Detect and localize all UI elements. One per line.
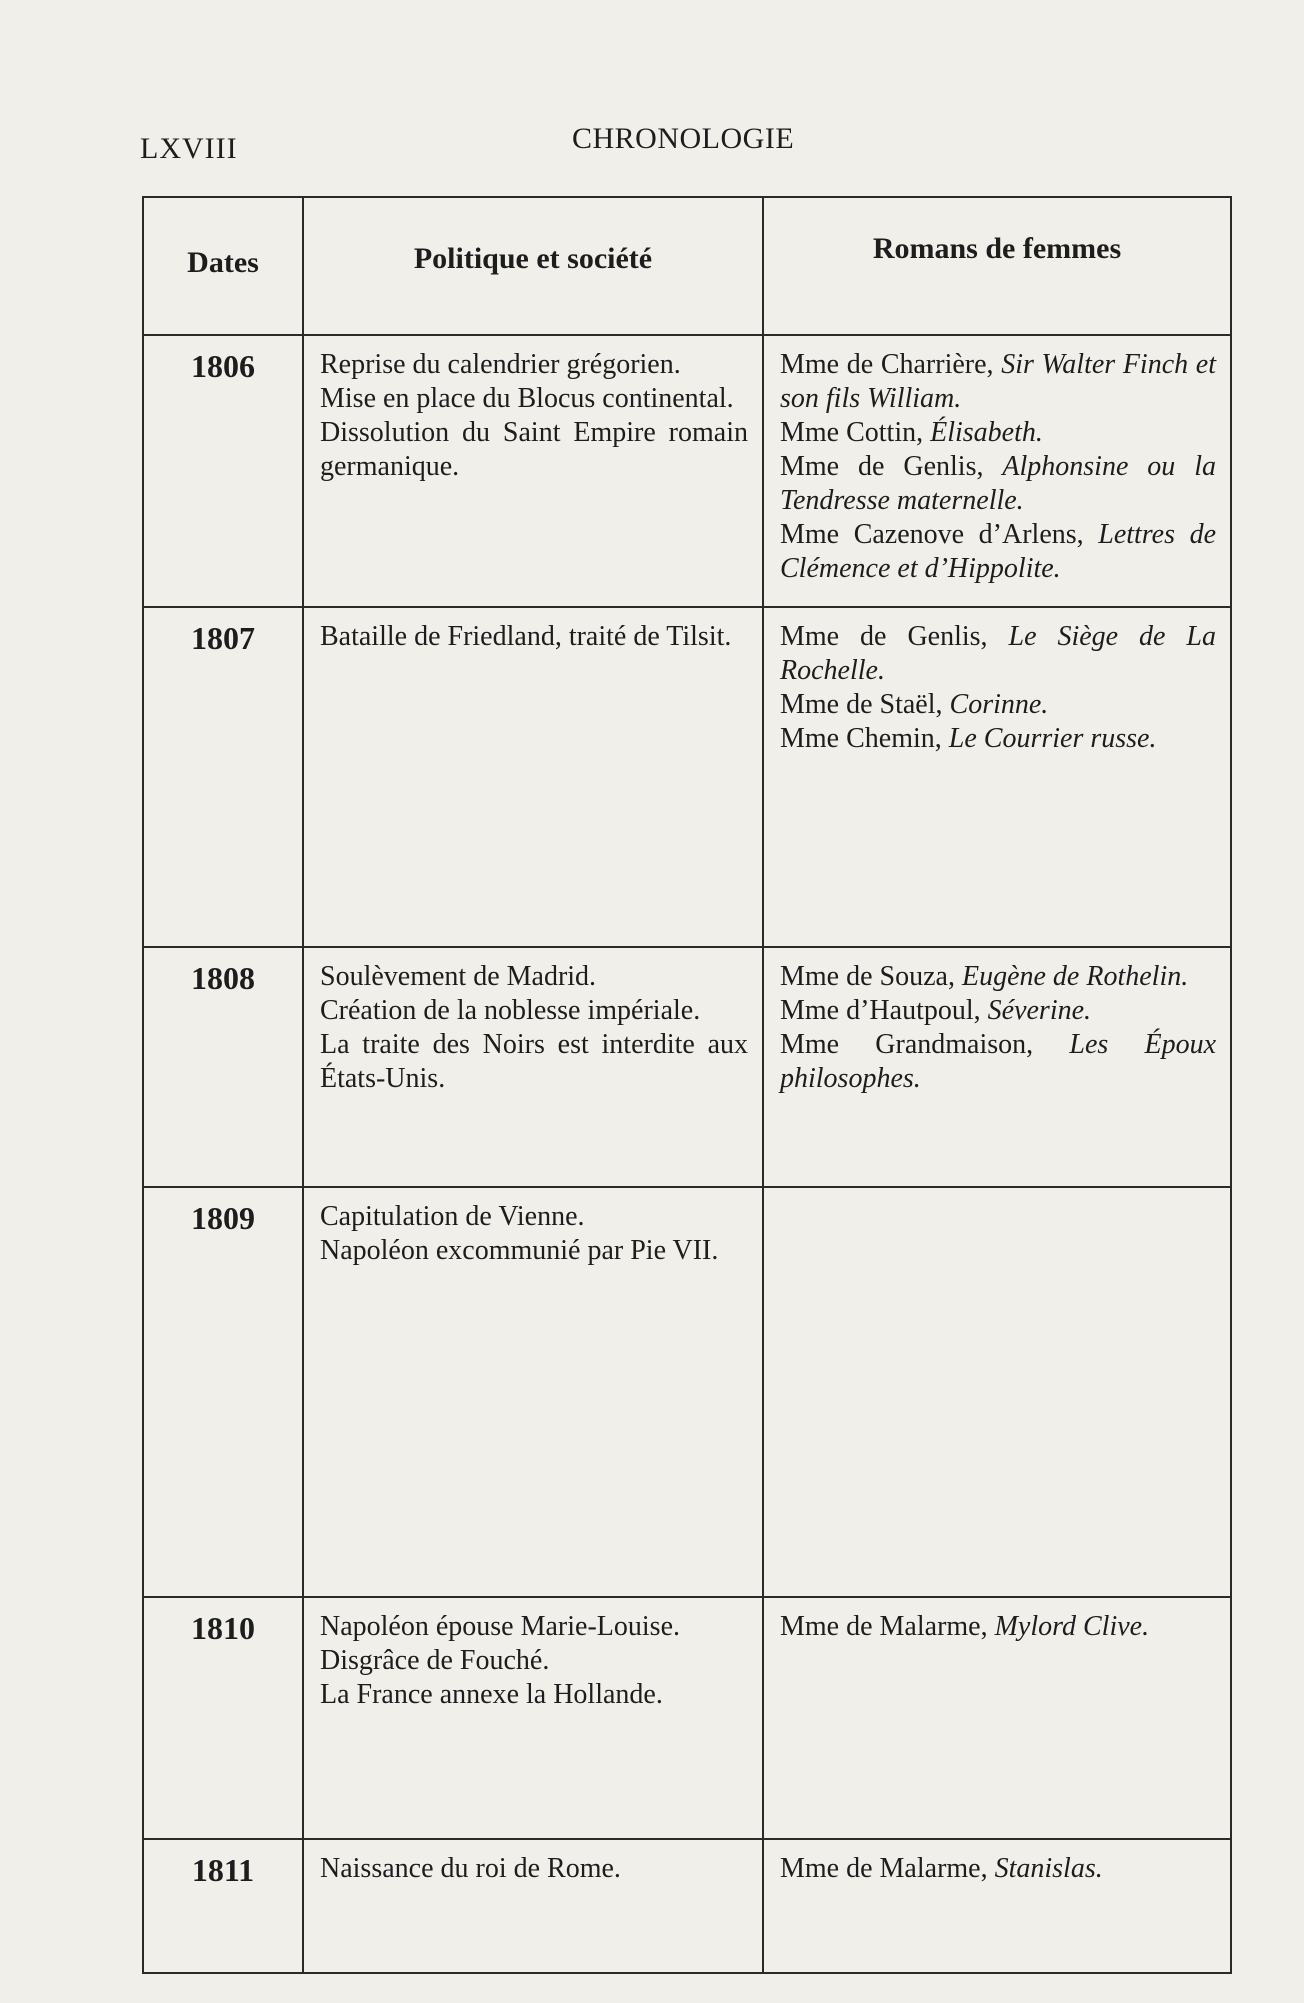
roman-entry: Mme de Staël, Corinne. [780, 689, 1049, 720]
romans-cell [764, 606, 1230, 946]
roman-entry: Mme de Charrière, Sir Walter Finch et son fils William. [780, 349, 1216, 414]
table-header-row [144, 198, 1230, 336]
roman-entry: Mme de Malarme, Mylord Clive. [780, 1611, 1150, 1642]
politique-cell [304, 946, 764, 1186]
date-cell: 1806 [144, 334, 304, 606]
date-cell: 1810 [144, 1596, 304, 1838]
politique-entry: Reprise du calendrier grégorien. [320, 349, 681, 380]
date-cell: 1811 [144, 1838, 304, 1972]
roman-entry: Mme de Genlis, Le Siège de La Rochelle. [780, 621, 1216, 686]
politique-entry: Disgrâce de Fouché. [320, 1645, 550, 1676]
roman-entry: Mme d’Hautpoul, Séverine. [780, 995, 1092, 1026]
politique-cell [304, 1596, 764, 1838]
romans-cell [764, 1596, 1230, 1838]
table-row [144, 946, 1230, 1188]
chronology-table [142, 196, 1232, 1974]
politique-cell [304, 1186, 764, 1596]
table-row [144, 606, 1230, 948]
politique-entry: Napoléon épouse Marie-Louise. [320, 1611, 680, 1642]
roman-entry: Mme Grandmaison, Les Époux philosophes. [780, 1029, 1217, 1094]
politique-entry: La France annexe la Hollande. [320, 1679, 663, 1710]
politique-cell [304, 334, 764, 606]
date-cell: 1808 [144, 946, 304, 1186]
date-cell: 1807 [144, 606, 304, 946]
politique-cell [304, 606, 764, 946]
romans-cell [764, 946, 1230, 1186]
roman-entry: Mme Cottin, Élisabeth. [780, 417, 1043, 448]
politique-entry: Dissolution du Saint Empire romain germanique. [320, 417, 748, 482]
date-cell: 1809 [144, 1186, 304, 1596]
roman-entry: Mme de Souza, Eugène de Rothelin. [780, 961, 1189, 992]
politique-cell [304, 1838, 764, 1972]
column-header-dates: Dates [144, 198, 304, 334]
column-header-politique: Politique et société [304, 198, 764, 334]
roman-entry: Mme Cazenove d’Arlens, Lettres de Clémence et d’Hippolite. [780, 519, 1217, 584]
roman-entry: Mme de Malarme, Stanislas. [780, 1853, 1103, 1884]
page-number: LXVIII [140, 132, 238, 165]
politique-entry: Soulèvement de Madrid. [320, 961, 597, 992]
page-header [140, 122, 1140, 172]
roman-entry: Mme Chemin, Le Courrier russe. [780, 723, 1157, 754]
table-row [144, 1596, 1230, 1840]
politique-entry: Napoléon excommunié par Pie VII. [320, 1235, 719, 1266]
politique-entry: Bataille de Friedland, traité de Tilsit. [320, 621, 732, 652]
table-row [144, 334, 1230, 608]
table-row [144, 1186, 1230, 1598]
table-row [144, 1838, 1230, 1972]
politique-entry: Création de la noblesse impériale. [320, 995, 701, 1026]
romans-cell [764, 334, 1230, 606]
running-title: CHRONOLOGIE [572, 122, 795, 155]
politique-entry: Mise en place du Blocus continental. [320, 383, 734, 414]
politique-entry: La traite des Noirs est interdite aux États-Unis. [320, 1029, 748, 1094]
roman-entry: Mme de Genlis, Alphonsine ou la Tendresse maternelle. [780, 451, 1217, 516]
romans-cell [764, 1838, 1230, 1972]
politique-entry: Naissance du roi de Rome. [320, 1853, 621, 1884]
column-header-romans: Romans de femmes [872, 232, 1122, 265]
politique-entry: Capitulation de Vienne. [320, 1201, 585, 1232]
romans-cell [764, 1186, 1230, 1596]
